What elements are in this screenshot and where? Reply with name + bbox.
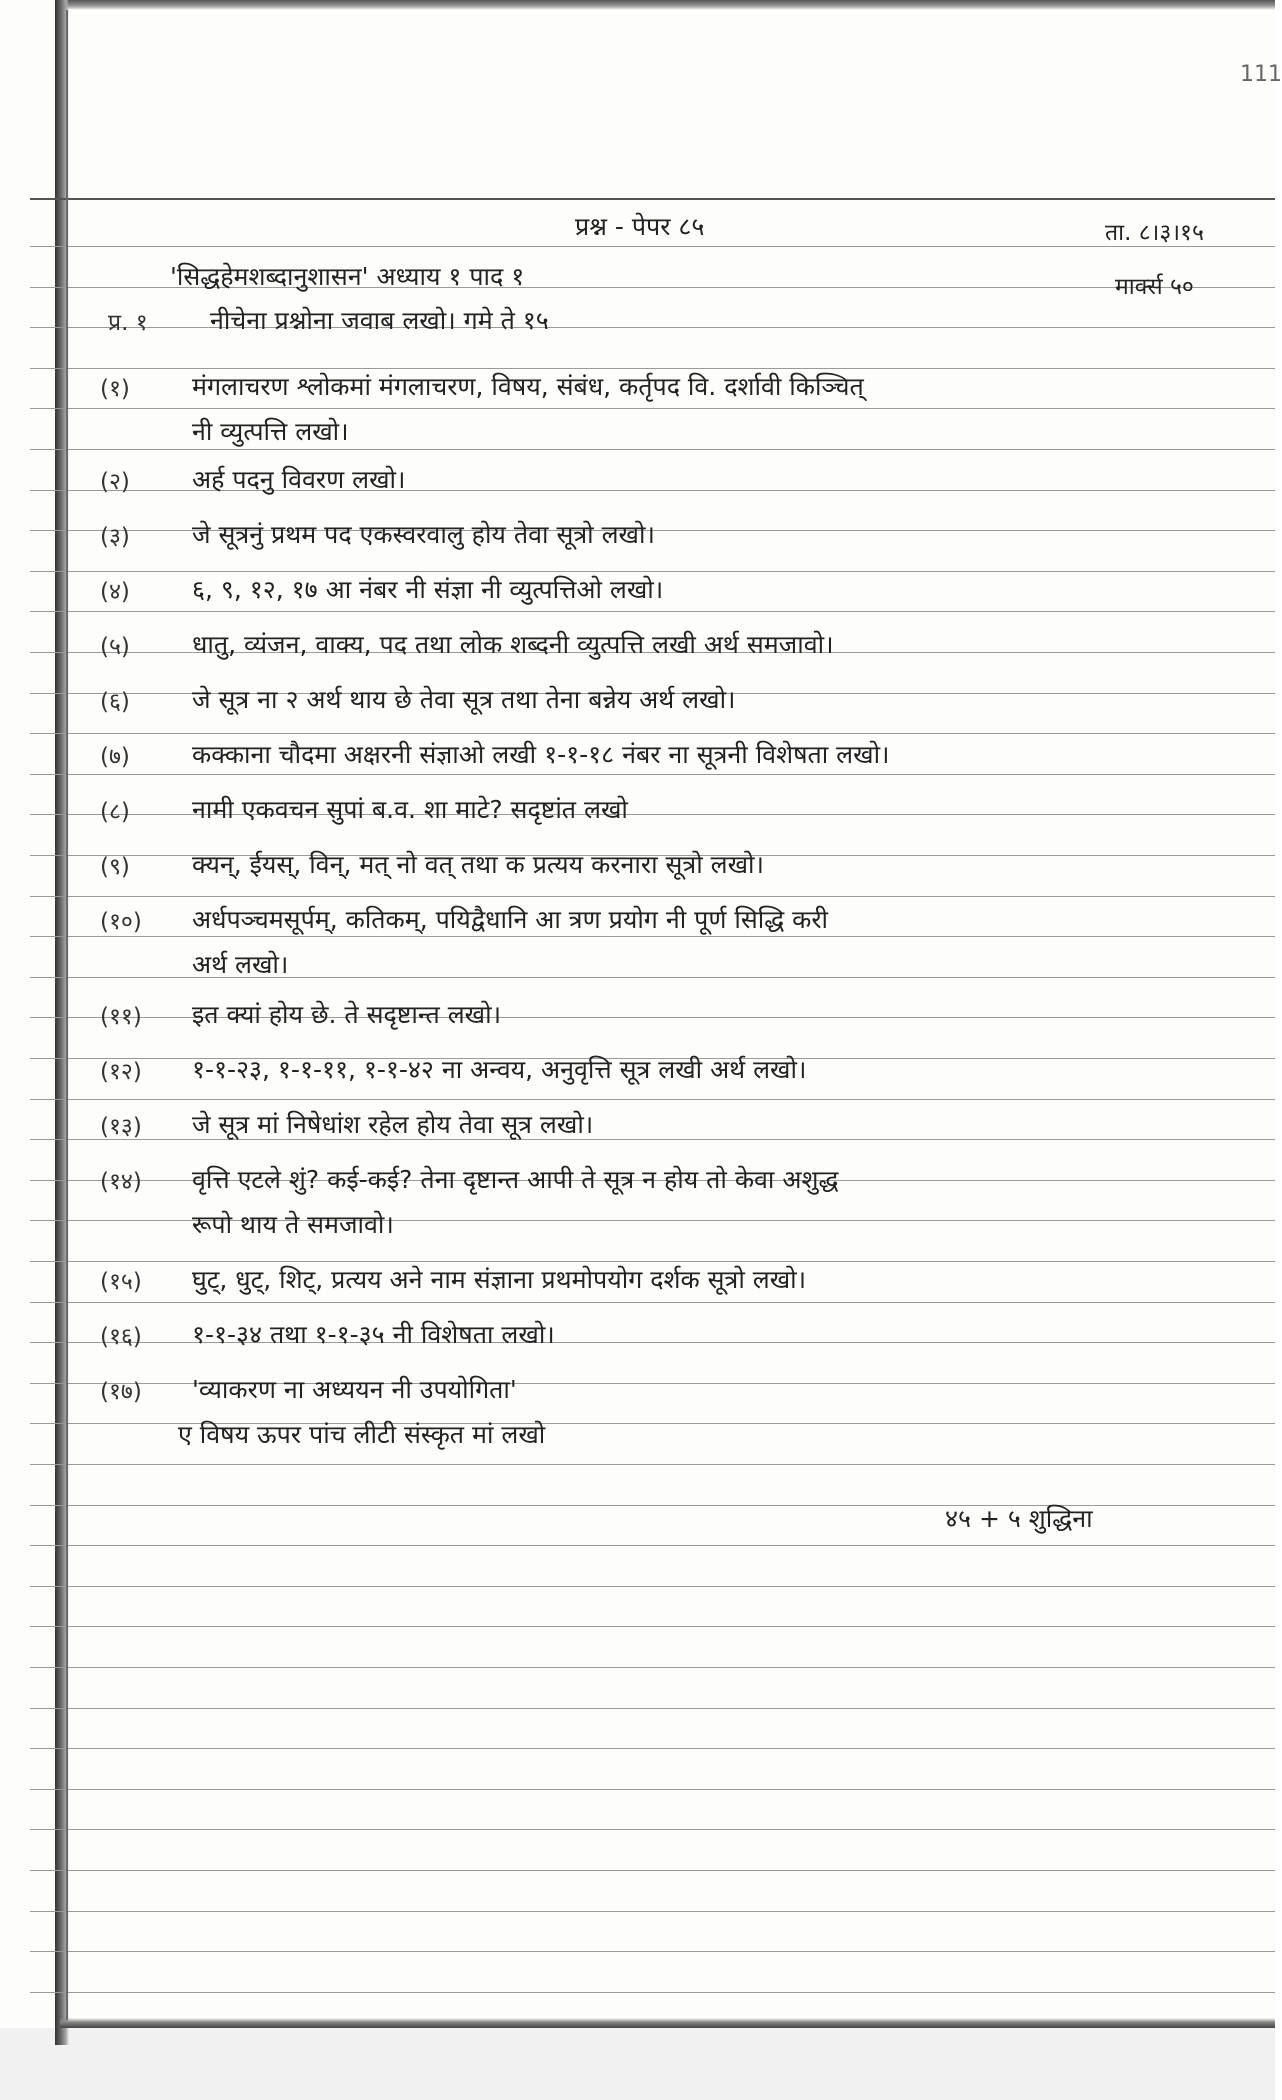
scan-edge-top <box>60 0 1275 10</box>
question-number: (१५) <box>100 1269 142 1295</box>
question-text: अर्थ लखो। <box>192 950 289 979</box>
ruled-line <box>30 571 1275 572</box>
margin-line <box>66 10 68 2020</box>
ruled-line <box>30 449 1275 450</box>
question-text: जे सूत्र मां निषेधांश रहेल होय तेवा सूत्र लखो। <box>192 1110 594 1139</box>
question-text: नी व्युत्पत्ति लखो। <box>192 417 349 446</box>
ruled-line <box>30 1992 1275 1993</box>
question-number: (४) <box>100 579 130 605</box>
ruled-line <box>30 733 1275 734</box>
question-number: (१३) <box>100 1114 142 1140</box>
question-number: (९) <box>100 854 130 880</box>
ruled-line <box>30 1748 1275 1749</box>
question-text: ए विषय ऊपर पांच लीटी संस्कृत मां लखो <box>178 1420 546 1449</box>
footer-note: ४५ + ५ शुद्धिना <box>945 1504 1093 1533</box>
question-text: अर्धपञ्चमसूर्पम्, कतिकम्, पयिद्वैधानि आ त्रण प्रयोग नी पूर्ण सिद्धि करी <box>192 905 829 934</box>
paper-subject: 'सिद्धहेमशब्दानुशासन' अध्याय १ पाद १ <box>170 262 525 291</box>
ruled-line <box>30 1870 1275 1871</box>
header-rule <box>30 198 1275 200</box>
ruled-line <box>30 1667 1275 1668</box>
ruled-line <box>30 368 1275 369</box>
question-number: (१६) <box>100 1324 142 1350</box>
question-number: (१२) <box>100 1059 142 1085</box>
scan-margin <box>0 2028 1275 2100</box>
question-text: १-१-२३, १-१-११, १-१-४२ ना अन्वय, अनुवृत्ति सूत्र लखी अर्थ लखो। <box>192 1055 807 1084</box>
ruled-line <box>30 1911 1275 1912</box>
ruled-line <box>30 896 1275 897</box>
ruled-line <box>30 1261 1275 1262</box>
instruction-text: नीचेना प्रश्नोना जवाब लखो। गमे ते १५ <box>210 306 549 335</box>
ruled-line <box>30 611 1275 612</box>
ruled-line <box>30 1586 1275 1587</box>
question-text: धातु, व्यंजन, वाक्य, पद तथा लोक शब्दनी व्युत्पत्ति लखी अर्थ समजावो। <box>192 630 834 659</box>
question-number: (८) <box>100 799 130 825</box>
question-number: (१०) <box>100 909 142 935</box>
ruled-line <box>30 1626 1275 1627</box>
question-text: ६, ९, १२, १७ आ नंबर नी संज्ञा नी व्युत्पत्तिओ लखो। <box>192 575 664 604</box>
question-text: नामी एकवचन सुपां ब.व. शा माटे? सदृष्टांत लखो <box>192 795 628 824</box>
question-text: 'व्याकरण ना अध्ययन नी उपयोगिता' <box>192 1375 517 1404</box>
ruled-line <box>30 408 1275 409</box>
ruled-line <box>30 1464 1275 1465</box>
question-text: क्यन्, ईयस्, विन्, मत् नो वत् तथा क प्रत्यय करनारा सूत्रो लखो। <box>192 850 765 879</box>
ruled-line <box>30 1951 1275 1952</box>
question-text: मंगलाचरण श्लोकमां मंगलाचरण, विषय, संबंध, कर्तृपद वि. दर्शावी किञ्चित् <box>192 372 864 401</box>
question-number: (१) <box>100 376 130 402</box>
question-number: (१७) <box>100 1379 142 1405</box>
question-number: (२) <box>100 469 130 495</box>
ruled-line <box>30 936 1275 937</box>
question-text: इत क्यां होय छे. ते सदृष्टान्त लखो। <box>192 1000 502 1029</box>
question-text: रूपो थाय ते समजावो। <box>192 1210 394 1239</box>
ruled-line <box>30 1545 1275 1546</box>
question-text: कक्काना चौदमा अक्षरनी संज्ञाओ लखी १-१-१८ नंबर ना सूत्रनी विशेषता लखो। <box>192 740 890 769</box>
question-number: (६) <box>100 689 130 715</box>
question-number: (७) <box>100 744 130 770</box>
ruled-line <box>30 1099 1275 1100</box>
question-text: वृत्ति एटले शुं? कई-कई? तेना दृष्टान्त आपी ते सूत्र न होय तो केवा अशुद्ध <box>192 1165 839 1194</box>
question-text: अर्ह पदनु विवरण लखो। <box>192 465 406 494</box>
question-number: (३) <box>100 524 130 550</box>
page-number: 111 <box>1240 62 1282 87</box>
ruled-line <box>30 1789 1275 1790</box>
ruled-line <box>30 774 1275 775</box>
question-number: (५) <box>100 634 130 660</box>
question-number: (११) <box>100 1004 142 1030</box>
question-number: (१४) <box>100 1169 142 1195</box>
question-text: १-१-३४ तथा १-१-३५ नी विशेषता लखो। <box>192 1320 555 1349</box>
paper-marks: मार्क्स ५० <box>1115 274 1194 300</box>
question-text: जे सूत्रनुं प्रथम पद एकस्वरवालु होय तेवा सूत्रो लखो। <box>192 520 655 549</box>
ruled-line <box>30 1302 1275 1303</box>
ruled-line <box>30 1829 1275 1830</box>
scan-edge-bottom <box>60 2018 1275 2028</box>
ruled-line <box>30 246 1275 247</box>
question-text: घुट्, धुट्, शिट्, प्रत्यय अने नाम संज्ञाना प्रथमोपयोग दर्शक सूत्रो लखो। <box>192 1265 807 1294</box>
paper-title: प्रश्न - पेपर ८५ <box>575 212 705 241</box>
instruction-number: प्र. १ <box>108 310 148 336</box>
question-text: जे सूत्र ना २ अर्थ थाय छे तेवा सूत्र तथा तेना बन्नेय अर्थ लखो। <box>192 685 736 714</box>
ruled-line <box>30 1708 1275 1709</box>
paper-date: ता. ८।३।१५ <box>1105 220 1204 246</box>
